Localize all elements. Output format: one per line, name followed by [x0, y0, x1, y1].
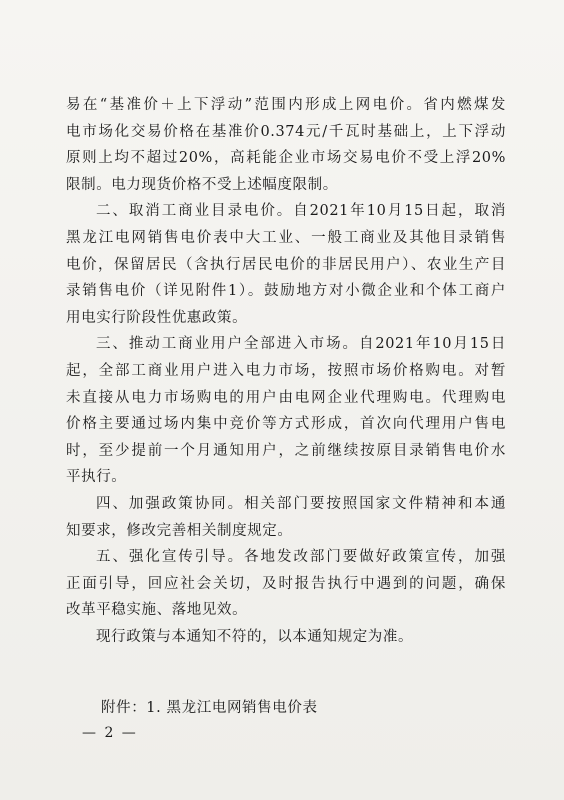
text-line: 二、取消工商业目录电价。自2021年10月15日起，取消 [96, 203, 506, 220]
text-line: 平执行。 [66, 469, 127, 486]
text-line: 起，全部工商业用户进入电力市场，按照市场价格购电。对暂 [66, 362, 506, 379]
document-body [66, 92, 506, 650]
text-line: 时，至少提前一个月通知用户，之前继续按原目录销售电价水 [66, 442, 506, 459]
text-line: 黑龙江电网销售电价表中大工业、一般工商业及其他目录销售 [66, 229, 506, 246]
text-line: 三、推动工商业用户全部进入市场。自2021年10月15日 [96, 336, 506, 353]
text-line: 知要求，修改完善相关制度规定。 [66, 522, 293, 539]
text-line: 电市场化交易价格在基准价0.374元/千瓦时基础上，上下浮动 [66, 123, 506, 140]
text-line: 五、强化宣传引导。各地发改部门要做好政策宣传，加强 [96, 549, 506, 566]
text-line: 价格主要通过场内集中竞价等方式形成，首次向代理用户售电 [66, 416, 506, 433]
text-line: 未直接从电力市场购电的用户由电网企业代理购电。代理购电 [66, 389, 506, 406]
text-line: 现行政策与本通知不符的，以本通知规定为准。 [96, 628, 414, 645]
attachment-note: 附件：1. 黑龙江电网销售电价表 [101, 700, 318, 716]
text-line: 易在“基准价＋上下浮动”范围内形成上网电价。省内燃煤发 [66, 97, 506, 113]
text-line: 正面引导，回应社会关切，及时报告执行中遇到的问题，确保 [66, 575, 506, 592]
text-line: 限制。电力现货价格不受上述幅度限制。 [66, 176, 338, 193]
page-number: — 2 — [82, 725, 138, 741]
text-line: 电价，保留居民（含执行居民电价的非居民用户）、农业生产目 [66, 256, 506, 273]
text-line: 四、加强政策协同。相关部门要按照国家文件精神和本通 [96, 495, 506, 512]
text-line: 用电实行阶段性优惠政策。 [66, 309, 248, 326]
text-line: 录销售电价（详见附件1）。鼓励地方对小微企业和个体工商户 [66, 283, 506, 300]
text-line: 原则上均不超过20%，高耗能企业市场交易电价不受上浮20% [66, 150, 506, 167]
text-line: 改革平稳实施、落地见效。 [66, 602, 248, 619]
